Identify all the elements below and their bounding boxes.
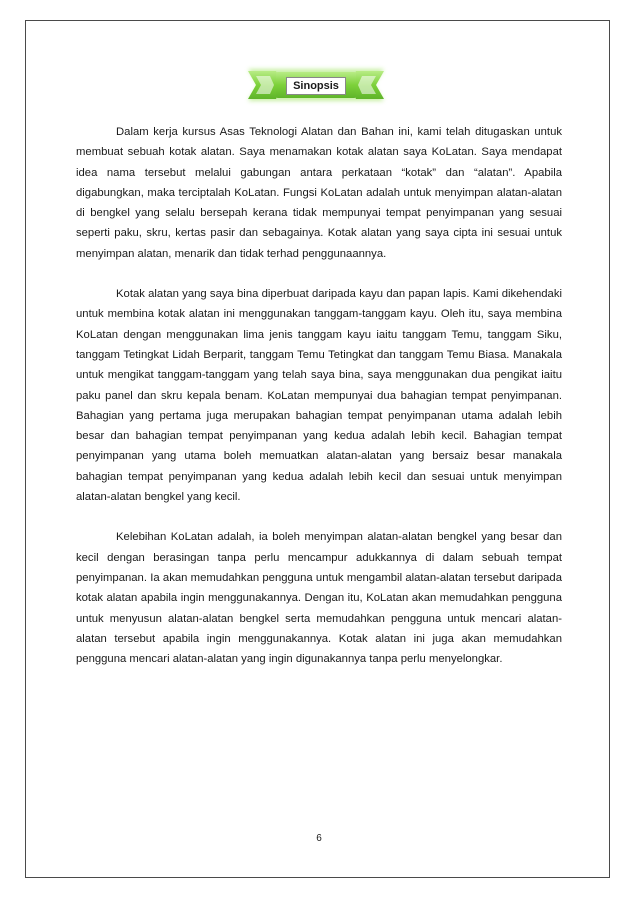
paragraph-2: Kotak alatan yang saya bina diperbuat daripada kayu dan papan lapis. Kami dikehendaki untuk membina kotak alatan ini menggunakan tanggam-tanggam kayu. Oleh itu, saya membina KoLatan dengan menggunakan lima jenis tanggam kayu iaitu tanggam Temu, tanggam Siku, tanggam Tetingkat Lidah Berparit, tanggam Temu Tetingkat dan tanggam Temu Biasa. Manakala untuk mengikat tanggam-tanggam yang telah saya bina, saya menggunakan dua pengikat iaitu paku panel dan skru kepala benam. KoLatan mempunyai dua bahagian tempat penyimpanan. Bahagian yang pertama juga merupakan bahagian tempat penyimpanan utama adalah lebih besar dan bahagian tempat penyimpanan yang kedua adalah lebih kecil. Bahagian tempat penyimpanan yang utama boleh memuatkan alatan-alatan yang bersaiz besar manakala bahagian tempat penyimpanan yang kedua adalah lebih kecil dan sesuai untuk menyimpan alatan-alatan bengkel yang kecil.: [76, 288, 562, 504]
document-body: [76, 122, 562, 689]
banner-title: Sinopsis: [286, 77, 346, 95]
section-banner: [242, 63, 390, 107]
paragraph-1: Dalam kerja kursus Asas Teknologi Alatan dan Bahan ini, kami telah ditugaskan untuk membuat sebuah kotak alatan. Saya menamakan kotak alatan saya KoLatan. Saya mendapat idea nama tersebut melalui gabungan antara perkataan “kotak” dan “alatan”. Apabila digabungkan, maka terciptalah KoLatan. Fungsi KoLatan adalah untuk menyimpan alatan-alatan di bengkel yang selalu bersepah kerana tidak mempunyai tempat penyimpanan yang sesuai seperti paku, skru, kertas pasir dan sebagainya. Kotak alatan yang saya cipta ini sesuai untuk menyimpan alatan, menarik dan tidak terhad penggunaannya.: [76, 126, 562, 260]
paragraph-3: Kelebihan KoLatan adalah, ia boleh menyimpan alatan-alatan bengkel yang besar dan kecil dengan berasingan tanpa perlu mencampur adukkannya di dalam sebuah tempat penyimpanan. Ia akan memudahkan pengguna untuk mengambil alatan-alatan tersebut daripada kotak alatan apabila ingin menggunakannya. Dengan itu, KoLatan akan memudahkan pengguna untuk menyusun alatan-alatan bengkel serta memudahkan pengguna untuk mencari alatan-alatan tersebut apabila ingin menggunakannya. Kotak alatan ini juga akan memudahkan pengguna mencari alatan-alatan yang ingin digunakannya tanpa perlu menyelongkar.: [76, 531, 562, 666]
page-number: 6: [316, 833, 322, 844]
